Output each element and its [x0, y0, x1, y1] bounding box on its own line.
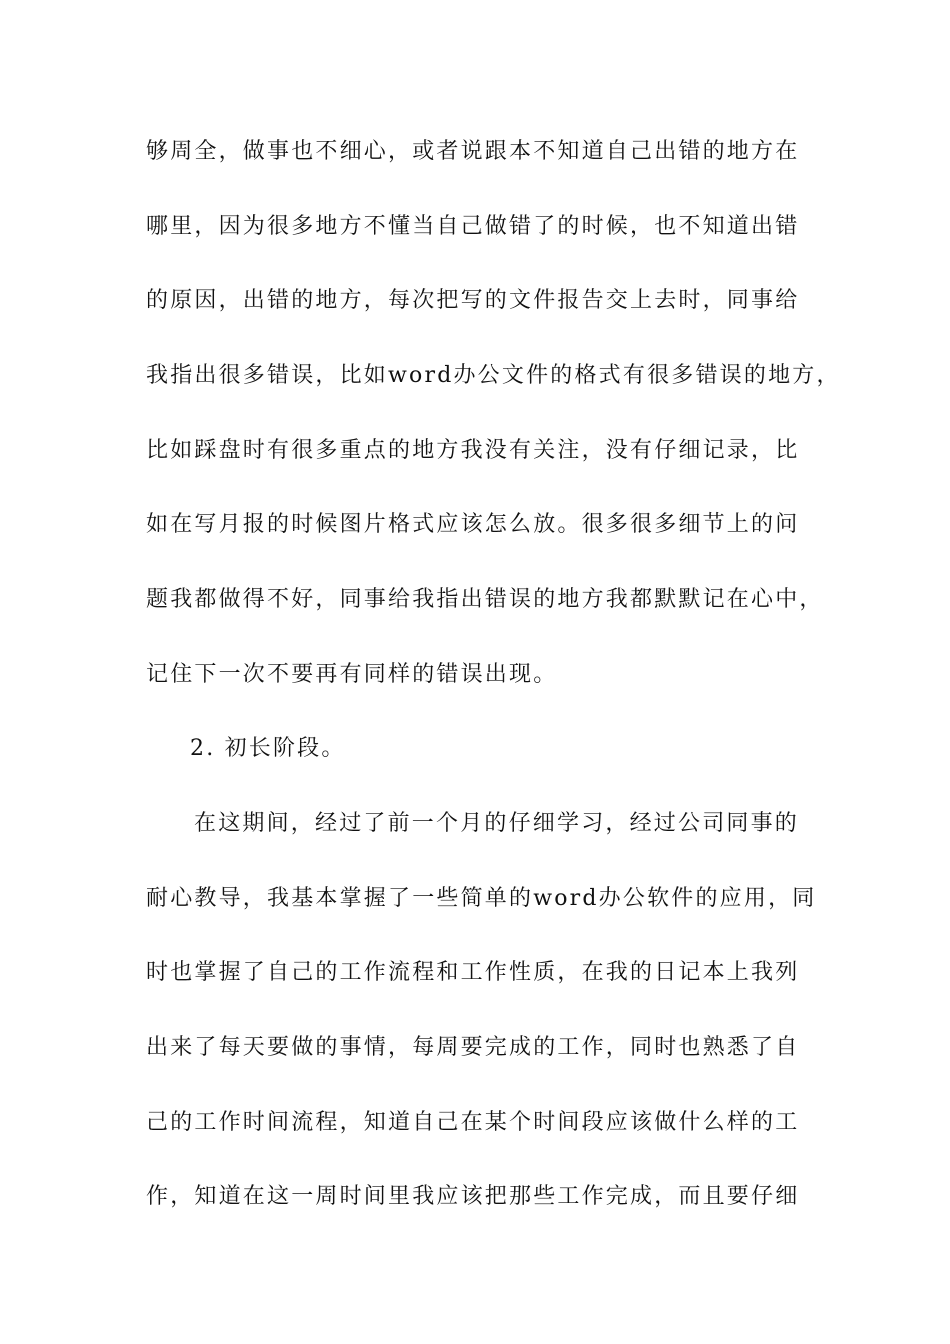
paragraph-first-line: 在这期间，经过了前一个月的仔细学习，经过公司同事的: [194, 811, 800, 836]
text-line: 己的工作时间流程，知道自己在某个时间段应该做什么样的工: [146, 1110, 800, 1135]
section-heading: 2. 初长阶段。: [190, 736, 346, 761]
text-line: 够周全，做事也不细心，或者说跟本不知道自己出错的地方在: [146, 139, 800, 164]
text-line: 我指出很多错误，比如word办公文件的格式有很多错误的地方，: [146, 363, 841, 388]
text-line: 时也掌握了自己的工作流程和工作性质，在我的日记本上我列: [146, 960, 800, 985]
text-line: 如在写月报的时候图片格式应该怎么放。很多很多细节上的问: [146, 512, 800, 537]
text-line: 题我都做得不好，同事给我指出错误的地方我都默默记在心中，: [146, 587, 824, 612]
text-line: 的原因，出错的地方，每次把写的文件报告交上去时，同事给: [146, 288, 800, 313]
text-line: 记住下一次不要再有同样的错误出现。: [146, 662, 558, 687]
text-line: 耐心教导，我基本掌握了一些简单的word办公软件的应用，同: [146, 886, 817, 911]
text-line: 作，知道在这一周时间里我应该把那些工作完成，而且要仔细: [146, 1184, 800, 1209]
text-line: 出来了每天要做的事情，每周要完成的工作，同时也熟悉了自: [146, 1035, 800, 1060]
text-line: 哪里，因为很多地方不懂当自己做错了的时候，也不知道出错: [146, 214, 800, 239]
text-line: 比如踩盘时有很多重点的地方我没有关注，没有仔细记录，比: [146, 438, 800, 463]
